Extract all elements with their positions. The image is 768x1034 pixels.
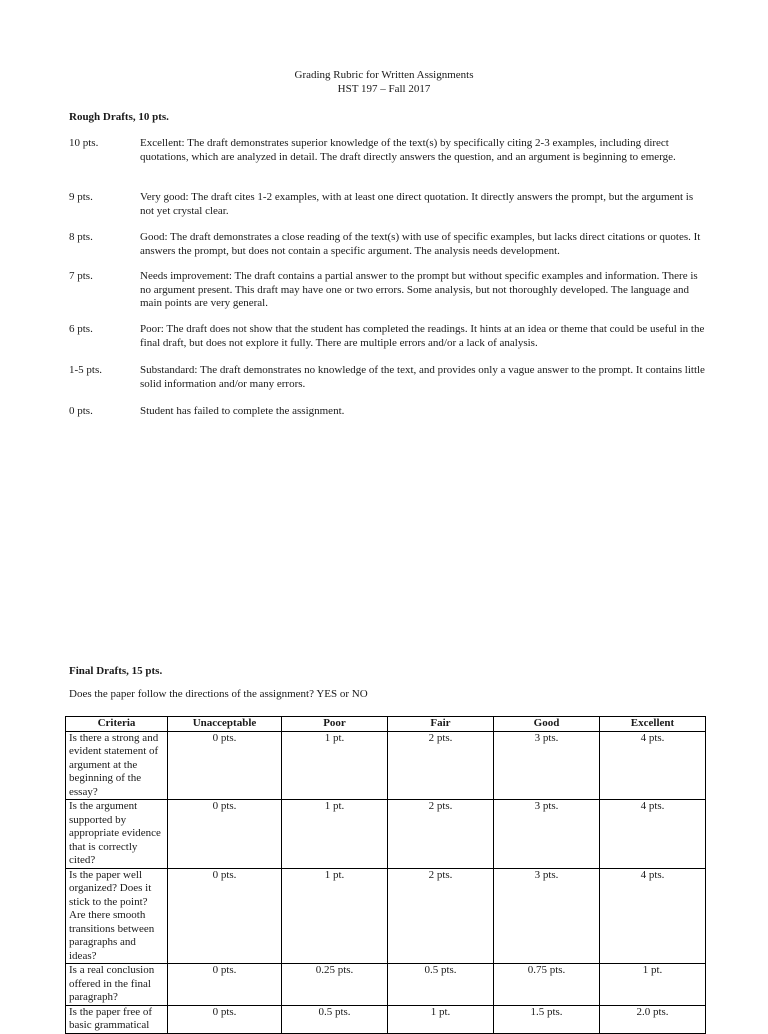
score-cell: 4 pts.: [600, 800, 706, 869]
grade-description: Student has failed to complete the assignment.: [140, 405, 345, 417]
grade-points: 9 pts.: [69, 191, 93, 203]
criteria-cell: Is the argument supported by appropriate evidence that is correctly cited?: [66, 800, 168, 869]
score-cell: 0.5 pts.: [282, 1005, 388, 1033]
score-cell: 0 pts.: [168, 964, 282, 1006]
column-header: Criteria: [66, 717, 168, 732]
column-header: Good: [494, 717, 600, 732]
score-cell: 0.25 pts.: [282, 964, 388, 1006]
score-cell: 2.0 pts.: [600, 1005, 706, 1033]
grade-description: Good: The draft demonstrates a close reading of the text(s) with use of specific examples, but lacks direct citations or quotes. It answers the prompt, but does not contain a specific argument. The analysis needs development.: [140, 231, 701, 257]
score-cell: 1 pt.: [388, 1005, 494, 1033]
title-line-2: HST 197 – Fall 2017: [337, 83, 431, 95]
grade-description: Excellent: The draft demonstrates superior knowledge of the text(s) by specifically citing 2-3 examples, including direct quotations, which are analyzed in detail. The draft directly answers the question, and an argument is beginning to emerge.: [140, 137, 676, 163]
score-cell: 4 pts.: [600, 868, 706, 964]
score-cell: 3 pts.: [494, 868, 600, 964]
score-cell: 0 pts.: [168, 800, 282, 869]
grade-points: 1-5 pts.: [69, 364, 102, 376]
score-cell: 1 pt.: [600, 964, 706, 1006]
score-cell: 2 pts.: [388, 868, 494, 964]
score-cell: 0.5 pts.: [388, 964, 494, 1006]
score-cell: 1 pt.: [282, 800, 388, 869]
score-cell: 0 pts.: [168, 868, 282, 964]
grade-points: 7 pts.: [69, 270, 93, 282]
column-header: Unacceptable: [168, 717, 282, 732]
table-row: [66, 1005, 706, 1033]
grade-description: Substandard: The draft demonstrates no knowledge of the text, and provides only a vague answer to the prompt. It contains little solid information and/or many errors.: [140, 364, 705, 390]
grade-points: 0 pts.: [69, 405, 93, 417]
grade-description: Needs improvement: The draft contains a partial answer to the prompt but without specific examples and information. There is no argument present. This draft may have one or two errors. Some analysis, but not thoroughly developed. The language and main points are very general.: [140, 270, 698, 310]
rough-drafts-heading: Rough Drafts, 10 pts.: [69, 111, 169, 123]
table-row: [66, 868, 706, 964]
grade-points: 10 pts.: [69, 137, 99, 149]
criteria-cell: Is the paper free of basic grammatical: [66, 1005, 168, 1033]
grade-description: Very good: The draft cites 1-2 examples, with at least one direct quotation. It directly answers the prompt, but the argument is not yet crystal clear.: [140, 191, 694, 217]
final-drafts-heading: Final Drafts, 15 pts.: [69, 665, 163, 677]
score-cell: 0 pts.: [168, 731, 282, 800]
score-cell: 3 pts.: [494, 731, 600, 800]
score-cell: 4 pts.: [600, 731, 706, 800]
column-header: Excellent: [600, 717, 706, 732]
table-row: [66, 964, 706, 1006]
score-cell: 2 pts.: [388, 800, 494, 869]
rubric-table: [65, 716, 706, 1034]
table-row: [66, 800, 706, 869]
score-cell: 1.5 pts.: [494, 1005, 600, 1033]
directions-question: Does the paper follow the directions of the assignment? YES or NO: [69, 688, 368, 700]
grade-points: 6 pts.: [69, 323, 93, 335]
score-cell: 0.75 pts.: [494, 964, 600, 1006]
score-cell: 3 pts.: [494, 800, 600, 869]
score-cell: 0 pts.: [168, 1005, 282, 1033]
grade-description: Poor: The draft does not show that the student has completed the readings. It hints at an idea or theme that could be useful in the final draft, but does not explore it fully. There are multiple errors and/or a lack of analysis.: [140, 323, 705, 349]
column-header: Poor: [282, 717, 388, 732]
criteria-cell: Is a real conclusion offered in the final paragraph?: [66, 964, 168, 1006]
document-title: [0, 68, 768, 96]
score-cell: 2 pts.: [388, 731, 494, 800]
criteria-cell: Is the paper well organized? Does it stick to the point? Are there smooth transitions between paragraphs and ideas?: [66, 868, 168, 964]
table-row: [66, 731, 706, 800]
column-header: Fair: [388, 717, 494, 732]
table-header-row: [66, 717, 706, 732]
score-cell: 1 pt.: [282, 731, 388, 800]
grade-points: 8 pts.: [69, 231, 93, 243]
criteria-cell: Is there a strong and evident statement of argument at the beginning of the essay?: [66, 731, 168, 800]
title-line-1: Grading Rubric for Written Assignments: [294, 69, 474, 81]
score-cell: 1 pt.: [282, 868, 388, 964]
